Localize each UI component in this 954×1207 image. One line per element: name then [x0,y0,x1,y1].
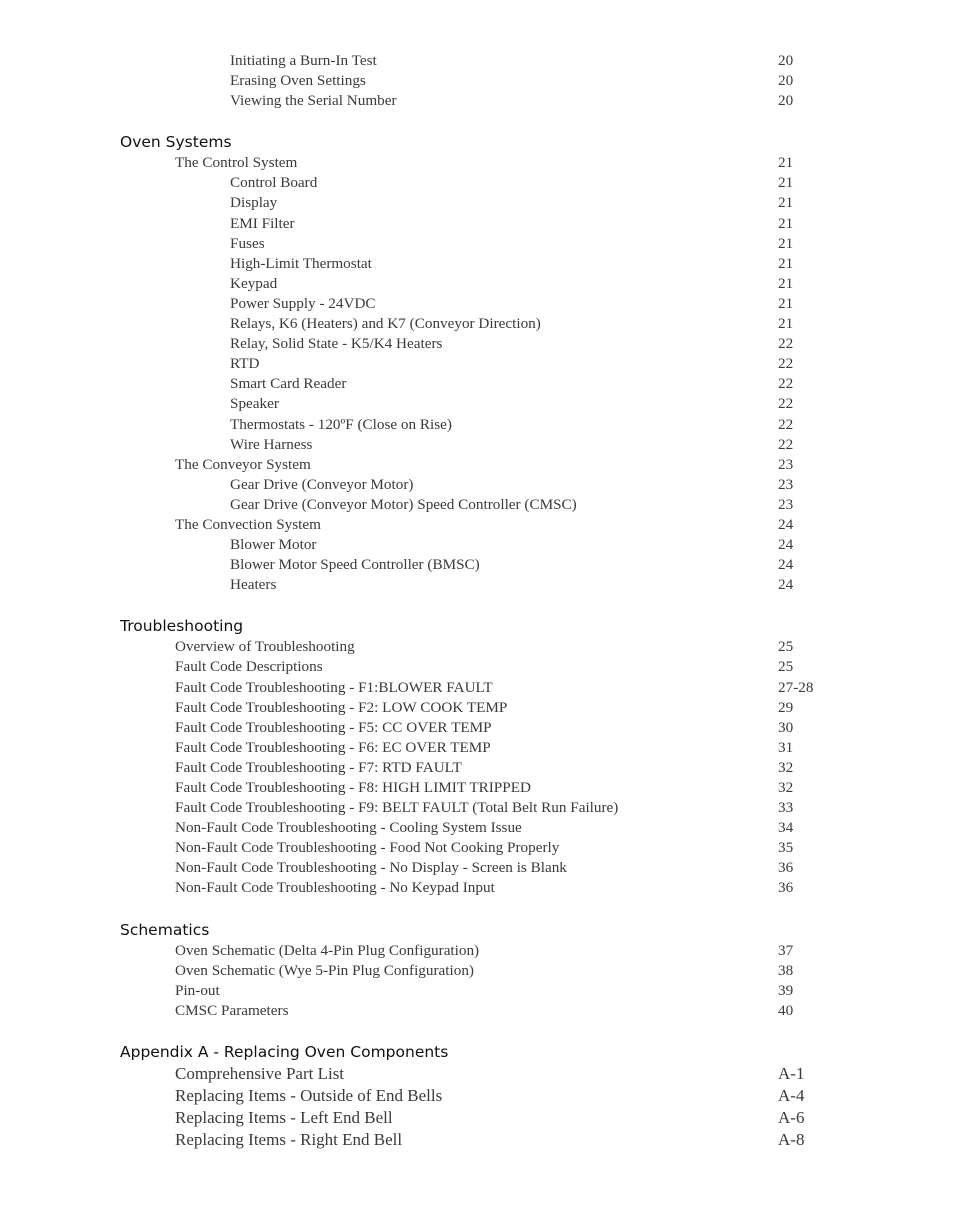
toc-page-number: 33 [778,799,794,817]
toc-entry[interactable] [0,234,954,254]
toc-page-number: 21 [778,154,794,172]
toc-entry[interactable] [0,678,954,698]
section-heading [0,616,954,637]
toc-entry[interactable] [0,71,954,91]
toc-entry-title: Oven Schematic (Wye 5-Pin Plug Configuration) [175,961,474,979]
toc-entry[interactable] [0,495,954,515]
toc-page-number: 22 [778,375,794,393]
toc-page-number: 23 [778,475,794,493]
toc-entry[interactable] [0,374,954,394]
toc-entry-title: Keypad [230,274,278,292]
toc-entry-title: Relays, K6 (Heaters) and K7 (Conveyor Direction) [230,315,541,333]
toc-page-number: 24 [778,576,794,594]
toc-page-number: 23 [778,495,794,513]
toc-page-number: 22 [778,435,794,453]
toc-entry-title: Wire Harness [230,435,313,453]
toc-entry-title: Viewing the Serial Number [230,92,397,110]
section-title: Troubleshooting [120,617,244,636]
toc-entry-title: Fault Code Troubleshooting - F9: BELT FAULT (Total Belt Run Failure) [175,799,619,817]
toc-page-number: A-6 [778,1107,805,1127]
toc-entry[interactable] [0,657,954,677]
toc-page-number: 20 [778,92,794,110]
toc-entry-title: Initiating a Burn-In Test [230,52,377,69]
toc-entry[interactable] [0,778,954,798]
toc-entry[interactable] [0,941,954,961]
toc-page-number: 21 [778,274,794,292]
toc-entry[interactable] [0,193,954,213]
toc-entry[interactable] [0,961,954,981]
toc-entry-title: Display [230,194,278,212]
toc-entry-title: Fault Code Troubleshooting - F5: CC OVER TEMP [175,718,492,736]
toc-entry[interactable] [0,415,954,435]
toc-entry[interactable] [0,798,954,818]
toc-entry-title: Gear Drive (Conveyor Motor) Speed Controller (CMSC) [230,495,577,513]
toc-entry-title: Non-Fault Code Troubleshooting - No Display - Screen is Blank [175,859,567,877]
toc-page-number: 25 [778,638,794,656]
toc-entry-title: Pin-out [175,981,220,999]
toc-entry[interactable] [0,555,954,575]
toc-entry-title: Blower Motor [230,536,317,554]
toc-entry[interactable] [0,455,954,475]
toc-entry-title: Control Board [230,174,318,192]
toc-entry-title: Fault Code Troubleshooting - F8: HIGH LIMIT TRIPPED [175,779,531,796]
toc-entry-title: Fault Code Descriptions [175,658,323,676]
toc-entry-title: High-Limit Thermostat [230,254,372,272]
toc-entry[interactable] [0,435,954,455]
toc-entry-title: Speaker [230,395,279,413]
toc-entry-title: Power Supply - 24VDC [230,294,376,312]
toc-entry-title: Replacing Items - Right End Bell [175,1129,403,1149]
toc-entry-title: Non-Fault Code Troubleshooting - Food Not Cooking Properly [175,839,560,857]
toc-entry-title: Comprehensive Part List [175,1063,345,1083]
toc-entry[interactable] [0,51,954,71]
toc-entry[interactable] [0,214,954,234]
toc-page-number: 31 [778,738,794,756]
toc-entry-title: Non-Fault Code Troubleshooting - Cooling System Issue [175,819,522,837]
toc-entry-title: Oven Schematic (Delta 4-Pin Plug Configuration) [175,941,480,959]
toc-page-number: 21 [778,315,794,333]
toc-page-number: 36 [778,879,794,897]
toc-entry[interactable] [0,354,954,374]
toc-page-number: 34 [778,819,794,837]
toc-page-number: 29 [778,698,794,716]
toc-page-number: 20 [778,52,794,69]
toc-entry-title: Fault Code Troubleshooting - F7: RTD FAULT [175,758,462,776]
toc-entry[interactable] [0,394,954,414]
toc-entry[interactable] [0,294,954,314]
toc-page-number: 23 [778,455,794,473]
section-heading [0,1042,954,1063]
toc-page-number: A-8 [778,1129,805,1149]
toc-entry-title: Thermostats - 120ºF (Close on Rise) [230,415,452,433]
toc-entry[interactable] [0,758,954,778]
toc-entry[interactable] [0,173,954,193]
toc-entry-title: EMI Filter [230,214,295,232]
toc-entry[interactable] [0,314,954,334]
toc-entry-title: Fault Code Troubleshooting - F1:BLOWER FAULT [175,678,493,696]
toc-entry-title: The Convection System [175,515,321,533]
toc-entry[interactable] [0,153,954,173]
toc-entry[interactable] [0,91,954,111]
toc-page-number: 35 [778,839,794,857]
toc-page-number: 32 [778,779,794,796]
toc-entry-title: Non-Fault Code Troubleshooting - No Keypad Input [175,879,495,897]
toc-page-number: 21 [778,174,794,192]
toc-page-number: 30 [778,718,794,736]
section-title: Schematics [120,920,210,939]
toc-entry-title: The Control System [175,154,298,172]
toc-entry-title: Fault Code Troubleshooting - F6: EC OVER TEMP [175,738,491,756]
toc-entry-title: Fuses [230,234,265,252]
toc-page-number: 21 [778,214,794,232]
toc-page-number: A-4 [778,1085,805,1105]
toc-entry-title: Smart Card Reader [230,375,347,393]
toc-entry[interactable] [0,637,954,657]
toc-page-number: 27-28 [778,678,814,696]
toc-page-number: 24 [778,536,794,554]
toc-page-number: 39 [778,981,794,999]
toc-page-number: 22 [778,355,794,373]
toc-page-number: 38 [778,961,794,979]
toc-entry-title: Heaters [230,576,277,594]
toc-entry[interactable] [0,981,954,1001]
toc-entry[interactable] [0,818,954,838]
toc-entry[interactable] [0,698,954,718]
toc-entry[interactable] [0,575,954,595]
toc-entry[interactable] [0,274,954,294]
toc-entry[interactable] [0,838,954,858]
toc-entry[interactable] [0,254,954,274]
toc-entry[interactable] [0,535,954,555]
toc-page-number: 36 [778,859,794,877]
section-title: Oven Systems [120,133,232,152]
toc-page-number: 37 [778,941,794,959]
toc-entry-title: Erasing Oven Settings [230,72,366,90]
toc-page-number: 32 [778,758,794,776]
toc-page-number: 21 [778,294,794,312]
section-heading [0,920,954,941]
toc-entry-title: The Conveyor System [175,455,311,473]
toc-entry-title: Gear Drive (Conveyor Motor) [230,475,414,493]
table-of-contents [0,51,954,1151]
toc-page-number: 21 [778,194,794,212]
toc-page-number: 22 [778,335,794,353]
toc-entry[interactable] [0,858,954,878]
section-title: Appendix A - Replacing Oven Components [120,1042,449,1061]
toc-page-number: A-1 [778,1063,805,1083]
toc-entry-title: Relay, Solid State - K5/K4 Heaters [230,335,443,353]
toc-page-number: 24 [778,556,794,574]
toc-entry-title: Fault Code Troubleshooting - F2: LOW COOK TEMP [175,698,508,716]
toc-page-number: 40 [778,1001,794,1019]
toc-entry-title: Replacing Items - Outside of End Bells [175,1085,443,1105]
toc-entry[interactable] [0,1085,954,1107]
toc-entry[interactable] [0,878,954,898]
toc-entry-title: Blower Motor Speed Controller (BMSC) [230,556,480,574]
toc-entry[interactable] [0,1107,954,1129]
toc-entry[interactable] [0,738,954,758]
toc-page-number: 22 [778,415,794,433]
section-heading [0,132,954,153]
toc-entry[interactable] [0,1063,954,1085]
toc-entry[interactable] [0,334,954,354]
toc-entry[interactable] [0,1129,954,1151]
toc-page-number: 21 [778,234,794,252]
toc-entry[interactable] [0,515,954,535]
toc-entry[interactable] [0,718,954,738]
toc-page-number: 22 [778,395,794,413]
toc-page-number: 25 [778,658,794,676]
toc-entry-title: RTD [230,355,260,373]
toc-entry-title: Replacing Items - Left End Bell [175,1107,393,1127]
toc-page-number: 24 [778,515,794,533]
toc-page-number: 21 [778,254,794,272]
toc-entry-title: Overview of Troubleshooting [175,638,355,656]
toc-page-number: 20 [778,72,794,90]
toc-entry[interactable] [0,1001,954,1021]
toc-entry[interactable] [0,475,954,495]
toc-entry-title: CMSC Parameters [175,1001,289,1019]
